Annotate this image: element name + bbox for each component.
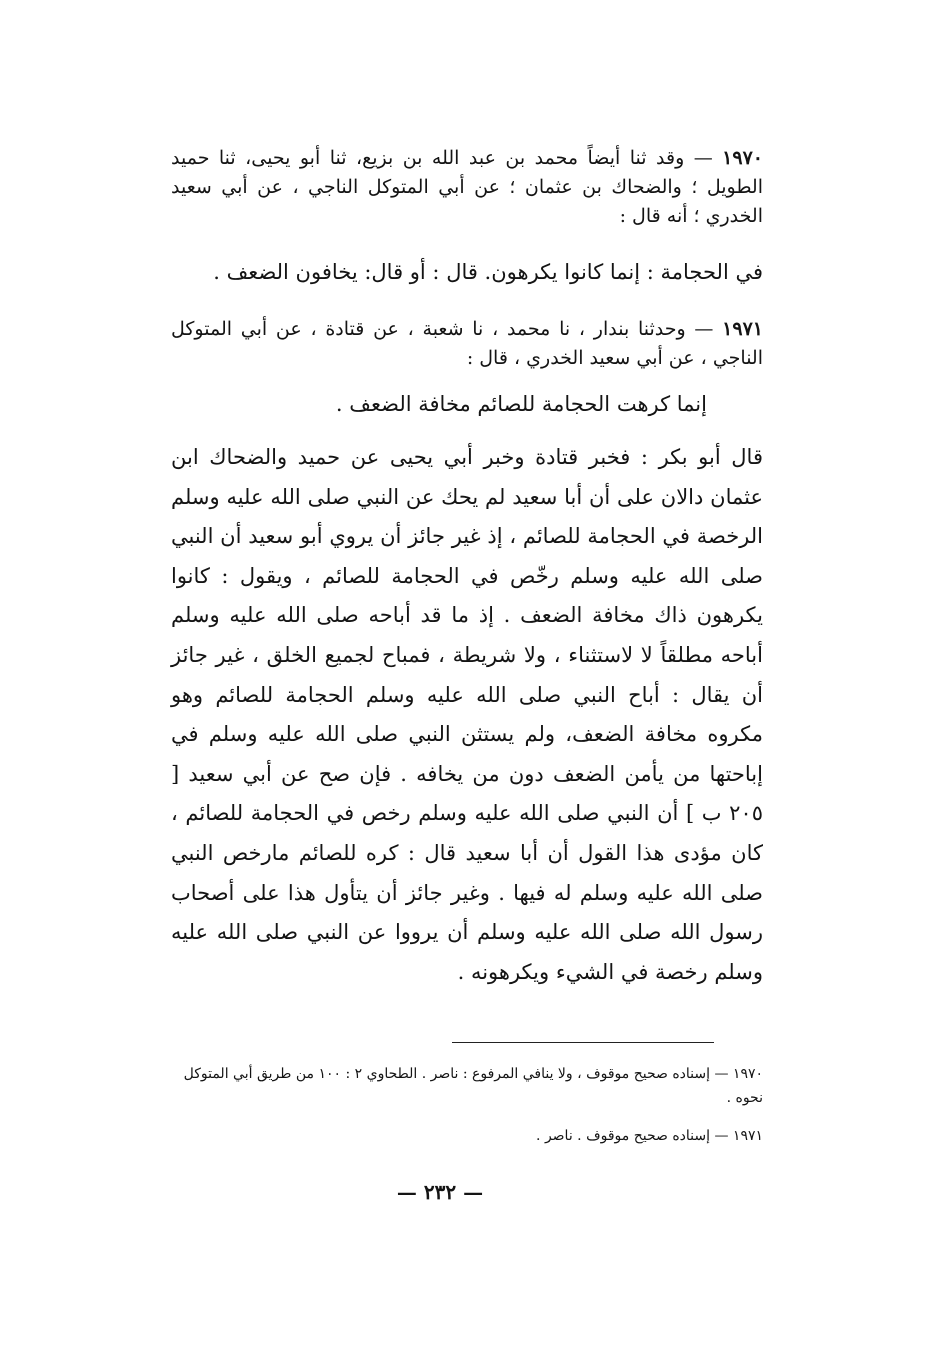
- footnote-1971: ١٩٧١ — إسناده صحيح موقوف . ناصر .: [536, 1128, 763, 1144]
- hadith-isnad: — وحدثنا بندار ، نا محمد ، نا شعبة ، عن قتادة ، عن أبي المتوكل الناجي ، عن أبي سعيد الخدري ، قال :: [171, 318, 763, 369]
- hadith-1971-chain: [171, 315, 763, 373]
- author-commentary: قال أبو بكر : فخبر قتادة وخبر أبي يحيى عن حميد والضحاك ابن عثمان دالان على أن أبا سعيد لم يحك عن النبي صلى الله عليه وسلم الرخصة في الحجامة للصائم ، إذ غير جائز أن يروي أبو سعيد أن النبي صلى الله عليه وسلم رخّص في الحجامة للصائم ، ويقول : كانوا يكرهون ذاك مخافة الضعف . إذ ما قد أباحه صلى الله عليه وسلم أباحه مطلقاً لا لاستثناء ، ولا شريطة ، فمباح لجميع الخلق ، غير جائز أن يقال : أباح النبي صلى الله عليه وسلم الحجامة للصائم وهو مكروه مخافة الضعف، ولم يستثن النبي صلى الله عليه وسلم في إباحتها من يأمن الضعف دون من يخافه . فإن صح عن أبي سعيد [ ٢٠٥ ب ] أن النبي صلى الله عليه وسلم رخص في الحجامة للصائم ، كان مؤدى هذا القول أن أبا سعيد قال : كره للصائم مارخص النبي صلى الله عليه وسلم له فيها . وغير جائز أن يتأول هذا على أصحاب رسول الله صلى الله عليه وسلم أن يرووا عن النبي صلى الله عليه وسلم رخصة في الشيء ويكرهونه .: [171, 445, 763, 984]
- hadith-1971-quote: إنما كرهت الحجامة للصائم مخافة الضعف .: [335, 392, 707, 416]
- hadith-number: ١٩٧١: [722, 318, 763, 340]
- hadith-isnad: — وقد ثنا أيضاً محمد بن عبد الله بن بزيع، ثنا أبو يحيى، ثنا حميد الطويل ؛ والضحاك بن عثمان ؛ عن أبي المتوكل الناجي ، عن أبي سعيد الخدري ؛ أنه قال :: [171, 147, 763, 227]
- hadith-number: ١٩٧٠: [722, 147, 763, 169]
- page-number: — ٢٣٢ —: [396, 1180, 484, 1204]
- footnote-divider: [452, 1042, 714, 1043]
- hadith-1970-quote: في الحجامة : إنما كانوا يكرهون. قال : أو قال: يخافون الضعف .: [213, 260, 763, 284]
- hadith-1970-chain: [171, 144, 763, 231]
- footnote-1970: ١٩٧٠ — إسناده صحيح موقوف ، ولا ينافي المرفوع : ناصر . الطحاوي ٢ : ١٠٠ من طريق أبي المتوكل نحوه .: [183, 1066, 763, 1106]
